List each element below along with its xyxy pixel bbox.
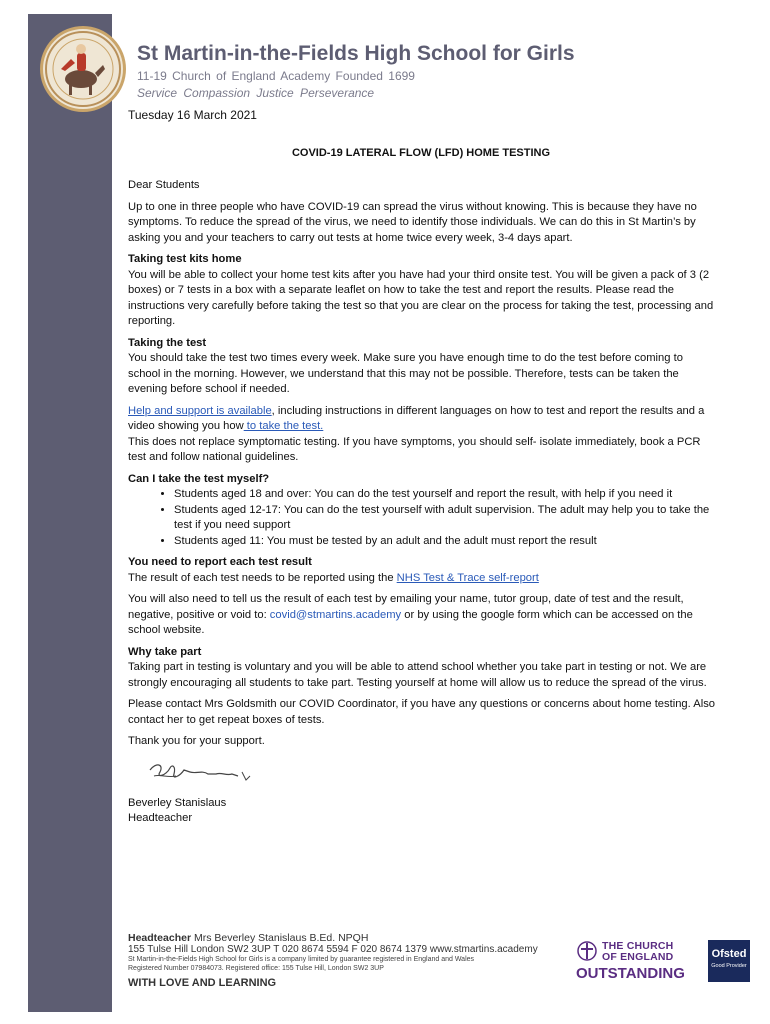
- tell-text-end: or by using the google form which can be accessed on the school website.: [128, 608, 693, 636]
- take-test-link[interactable]: to take the test.: [243, 420, 324, 432]
- school-values: Service Compassion Justice Perseverance: [137, 86, 375, 100]
- age-list: [128, 487, 716, 549]
- contact-paragraph: Please contact Mrs Goldsmith our COVID Coordinator, if you have any questions or concerns about home testing. Also contact her to get repeat boxes of tests.: [128, 698, 716, 726]
- letter-heading: COVID-19 LATERAL FLOW (LFD) HOME TESTING: [291, 147, 551, 159]
- thanks-line: Thank you for your support.: [128, 735, 265, 747]
- footer: [128, 932, 538, 989]
- ofsted-badge: [708, 940, 750, 982]
- test-paragraph: You should take the test two times every week. Make sure you have enough time to do the test before coming to school in the morning. However, we understand that this may not be possible. Therefore, tests can be taken the evening before school if needed.: [128, 352, 683, 395]
- tell-text: You will also need to tell us the result of each test by emailing your name, tutor group, date of test and the result, negative, positive or void to:: [128, 593, 684, 621]
- list-item: • Students aged 12-17: You can do the test yourself with adult supervision. The adult may help you to take the test if you need support: [174, 503, 716, 534]
- letter-date: Tuesday 16 March 2021: [128, 108, 257, 122]
- tell-paragraph: [128, 592, 716, 639]
- footer-legal-1: St Martin-in-the-Fields High School for Girls is a company limited by guarantee registered in England and Wales: [128, 956, 475, 963]
- help-support-link[interactable]: Help and support is available: [128, 404, 272, 417]
- report-paragraph: [128, 571, 716, 587]
- intro-paragraph: Up to one in three people who have COVID-19 can spread the virus without knowing. This is because they have no symptoms. To reduce the spread of the virus, we need to identify those individuals. We can do this in St Martin’s by asking you and your teachers to carry out tests at home twice every week, 3-4 days apart.: [128, 200, 697, 244]
- signatory-title: Headteacher: [128, 812, 193, 824]
- nhs-report-link[interactable]: NHS Test & Trace self-report: [396, 571, 539, 584]
- kits-heading: Taking test kits home: [128, 253, 242, 265]
- headteacher-label: Headteacher: [128, 932, 192, 944]
- letter-body: [128, 178, 716, 827]
- why-heading: Why take part: [128, 645, 202, 658]
- school-crest-logo: [40, 26, 126, 112]
- side-bar: [28, 14, 112, 1012]
- report-text: The result of each test needs to be reported using the: [128, 571, 397, 584]
- coe-rating: OUTSTANDING: [576, 965, 685, 982]
- greeting: Dear Students: [128, 179, 200, 191]
- ofsted-name: Ofsted: [711, 948, 747, 960]
- coe-line-2: OF ENGLAND: [602, 951, 674, 963]
- ofsted-rating: Good Provider: [711, 963, 747, 969]
- list-item: • Students aged 11: You must be tested by an adult and the adult must report the result: [174, 534, 716, 550]
- signature-image: [146, 760, 716, 786]
- covid-email[interactable]: covid@stmartins.academy: [269, 608, 402, 621]
- headteacher-name: Mrs Beverley Stanislaus B.Ed. NPQH: [191, 932, 369, 944]
- signatory-name: Beverley Stanislaus: [128, 796, 227, 809]
- help-paragraph: [128, 404, 716, 435]
- school-subtitle: 11-19 Church of England Academy Founded 1699: [137, 69, 415, 83]
- list-item: • Students aged 18 and over: You can do the test yourself and report the result, with help if you need it: [174, 487, 716, 503]
- help-text: , including instructions in different languages on how to test and report the results and a video showing you how: [128, 404, 705, 432]
- footer-headteacher: [128, 932, 538, 944]
- footer-motto: WITH LOVE AND LEARNING: [128, 977, 277, 989]
- kits-paragraph: You will be able to collect your home test kits after you have had your third onsite test. You will be given a pack of 3 (2 boxes) or 7 tests in a box with a separate leaflet on how to take the test and report the results. Please read the instructions very carefully before taking the test so that you are clear on the process for taking the test, processing and reporting.: [128, 268, 714, 327]
- symptomatic-paragraph: This does not replace symptomatic testing. If you have symptoms, you should self- isolate immediately, book a PCR test and follow national guidelines.: [128, 435, 701, 463]
- why-paragraph: Taking part in testing is voluntary and you will be able to attend school whether you take part in testing or not. We are strongly encouraging all students to take part. Testing yourself at home will allow us to reduce the spread of the virus.: [128, 661, 707, 689]
- report-heading: You need to report each test result: [128, 556, 312, 568]
- footer-legal-2: Registered Number 07984073. Registered office: 155 Tulse Hill, London SW2 3UP: [128, 965, 384, 972]
- church-cross-icon: [576, 940, 598, 962]
- school-name: St Martin-in-the-Fields High School for Girls: [137, 42, 575, 65]
- coe-line-1: THE CHURCH: [602, 940, 674, 952]
- footer-address: 155 Tulse Hill London SW2 3UP T 020 8674 5594 F 020 8674 1379 www.stmartins.academy: [128, 944, 538, 955]
- church-of-england-badge: [574, 940, 698, 982]
- test-heading: Taking the test: [128, 336, 207, 349]
- myself-heading: Can I take the test myself?: [128, 472, 270, 485]
